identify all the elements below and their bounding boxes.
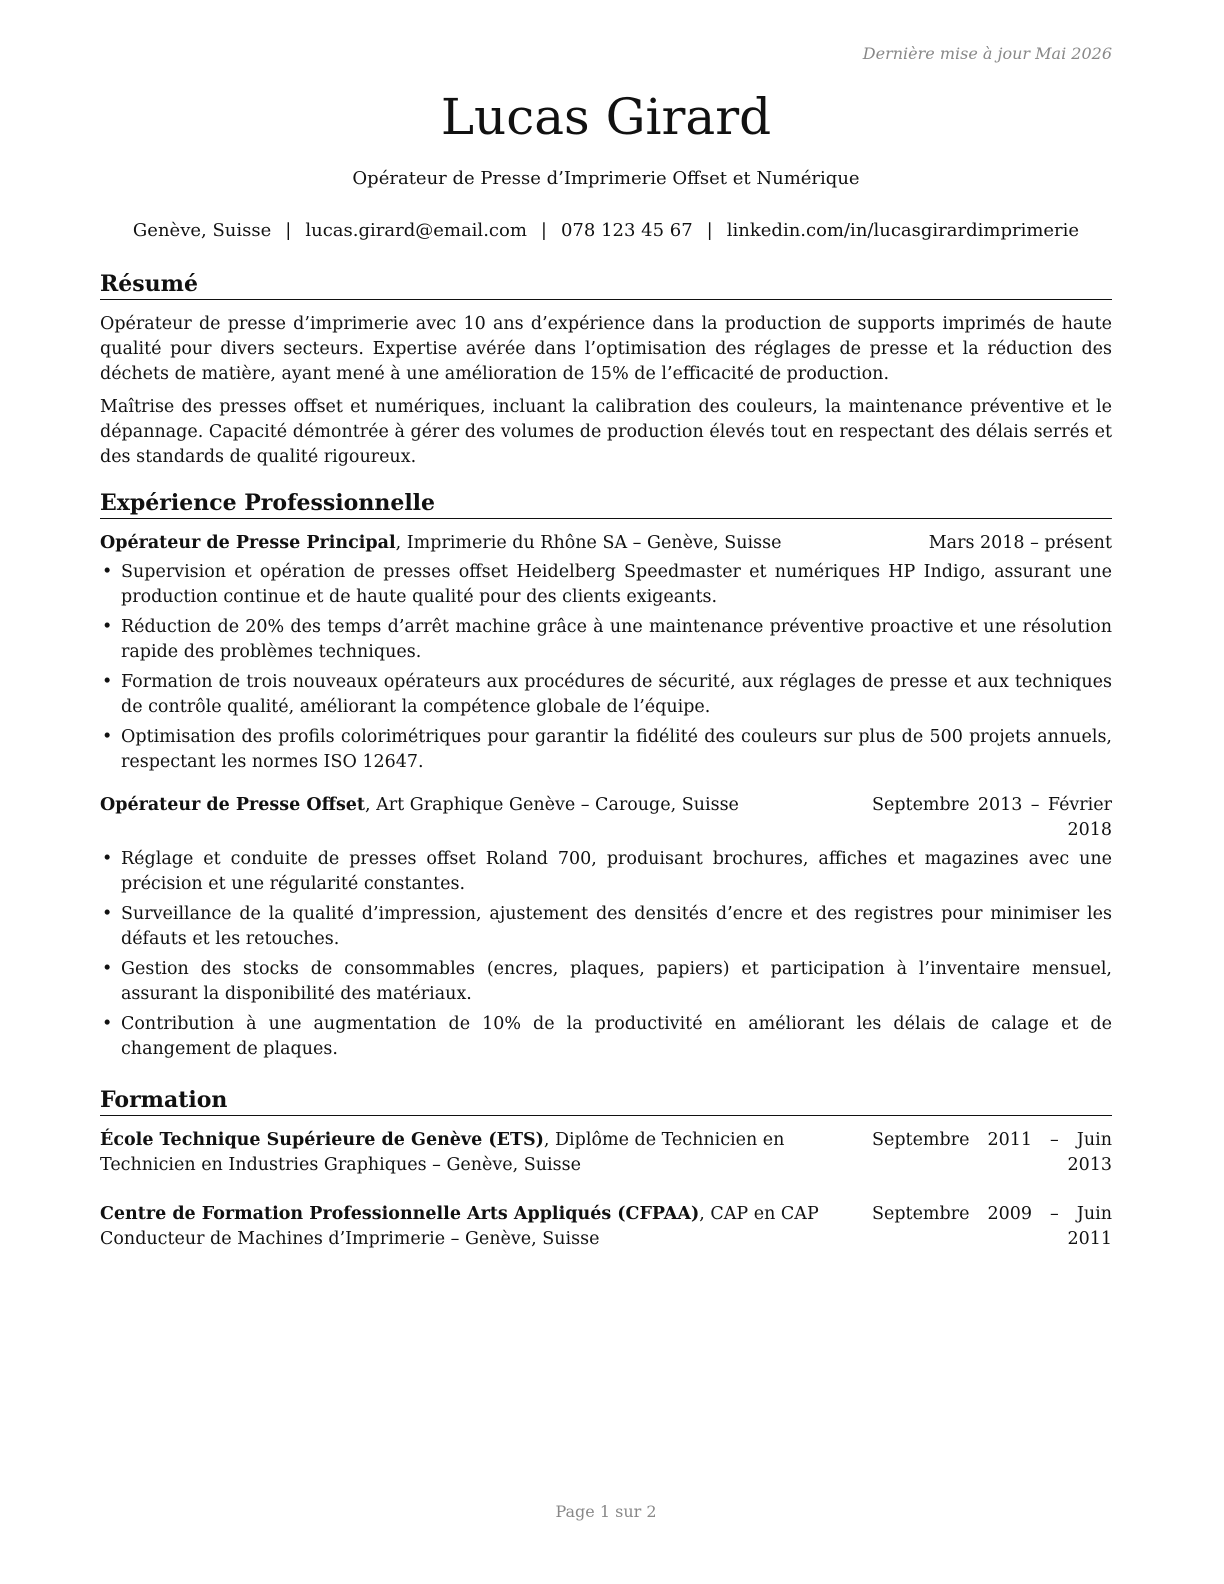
education-dates: Septembre 2011 – Juin 2013 bbox=[872, 1130, 1112, 1175]
education-entry bbox=[100, 1202, 1112, 1252]
job-entry bbox=[100, 531, 1112, 775]
education-entry bbox=[100, 1128, 1112, 1178]
section-heading: Formation bbox=[100, 1086, 1112, 1116]
list-item: • Gestion des stocks de consommables (encres, plaques, papiers) et participation à l’inventaire mensuel, assurant la disponibilité des matériaux. bbox=[102, 959, 1112, 1004]
list-item: • Supervision et opération de presses offset Heidelberg Speedmaster et numériques HP Indigo, assurant une production continue et de haute qualité pour des clients exigeants. bbox=[102, 562, 1112, 607]
contact-email[interactable]: lucas.girard@email.com bbox=[305, 220, 527, 241]
bullet-icon: • bbox=[102, 672, 113, 692]
candidate-name: Lucas Girard bbox=[440, 88, 772, 146]
bullet-icon: • bbox=[102, 727, 113, 747]
education-degree: , Diplôme de Technicien en Technicien en Industries Graphiques – Genève, Suisse bbox=[100, 1130, 785, 1175]
bullet-icon: • bbox=[102, 849, 113, 869]
job-role: Opérateur de Presse Offset bbox=[100, 795, 366, 815]
job-dates: Septembre 2013 – Février 2018 bbox=[872, 795, 1112, 840]
contact-separator: | bbox=[540, 220, 547, 241]
job-header bbox=[100, 531, 1112, 556]
education-header bbox=[100, 1128, 1112, 1178]
education-school: Centre de Formation Professionnelle Arts Appliqués (CFPAA) bbox=[100, 1204, 700, 1224]
job-role: Opérateur de Presse Principal bbox=[100, 533, 396, 553]
list-item: • Formation de trois nouveaux opérateurs aux procédures de sécurité, aux réglages de presse et aux techniques de contrôle qualité, améliorant la compétence globale de l’équipe. bbox=[102, 672, 1112, 717]
section-heading: Résumé bbox=[100, 270, 1112, 300]
bullet-icon: • bbox=[102, 562, 113, 582]
job-dates: Mars 2018 – présent bbox=[928, 533, 1112, 553]
summary-section bbox=[100, 270, 1112, 478]
contact-location: Genève, Suisse bbox=[132, 220, 272, 241]
education-degree: , CAP en CAP Conducteur de Machines d’Imprimerie – Genève, Suisse bbox=[100, 1204, 819, 1249]
bullet-icon: • bbox=[102, 959, 113, 979]
list-item: • Surveillance de la qualité d’impression, ajustement des densités d’encre et des registres pour minimiser les défauts et les retouches. bbox=[102, 904, 1112, 949]
contact-phone[interactable]: 078 123 45 67 bbox=[560, 220, 693, 241]
bullet-icon: • bbox=[102, 904, 113, 924]
education-school: École Technique Supérieure de Genève (ETS) bbox=[100, 1130, 544, 1150]
contact-linkedin[interactable]: linkedin.com/in/lucasgirardimprimerie bbox=[726, 220, 1080, 241]
list-item: • Réglage et conduite de presses offset Roland 700, produisant brochures, affiches et magazines avec une précision et une régularité constantes. bbox=[102, 849, 1112, 894]
contact-separator: | bbox=[706, 220, 713, 241]
job-title: Opérateur de Presse d’Imprimerie Offset et Numérique bbox=[352, 168, 860, 189]
summary-paragraph: Opérateur de presse d’imprimerie avec 10 ans d’expérience dans la production de supports imprimés de haute qualité pour divers secteurs. Expertise avérée dans l’optimisation des réglages de presse et la réduction des déchets de matière, ayant mené à une amélioration de 15% de l’efficacité de production. bbox=[100, 314, 1112, 384]
page-number: Page 1 sur 2 bbox=[555, 1502, 657, 1521]
list-item: • Optimisation des profils colorimétriques pour garantir la fidélité des couleurs sur plus de 500 projets annuels, respectant les normes ISO 12647. bbox=[102, 727, 1112, 772]
job-header bbox=[100, 793, 1112, 843]
job-employer: , Imprimerie du Rhône SA – Genève, Suisse bbox=[395, 533, 782, 553]
list-item: • Contribution à une augmentation de 10% de la productivité en améliorant les délais de calage et de changement de plaques. bbox=[102, 1014, 1112, 1059]
contact-line bbox=[100, 218, 1112, 244]
contact-separator: | bbox=[285, 220, 292, 241]
experience-section bbox=[100, 489, 1112, 1074]
education-dates: Septembre 2009 – Juin 2011 bbox=[872, 1204, 1112, 1249]
education-header bbox=[100, 1202, 1112, 1252]
bullet-icon: • bbox=[102, 1014, 113, 1034]
summary-paragraph: Maîtrise des presses offset et numériques, incluant la calibration des couleurs, la maintenance préventive et le dépannage. Capacité démontrée à gérer des volumes de production élevés tout en respectant des délais serrés et des standards de qualité rigoureux. bbox=[100, 397, 1112, 467]
bullet-icon: • bbox=[102, 617, 113, 637]
last-updated: Dernière mise à jour Mai 2026 bbox=[862, 44, 1112, 63]
job-entry bbox=[100, 793, 1112, 1062]
job-employer: , Art Graphique Genève – Carouge, Suisse bbox=[365, 795, 739, 815]
education-section bbox=[100, 1086, 1112, 1264]
list-item: • Réduction de 20% des temps d’arrêt machine grâce à une maintenance préventive proactive et une résolution rapide des problèmes techniques. bbox=[102, 617, 1112, 662]
job-bullets bbox=[100, 560, 1112, 775]
resume-page bbox=[100, 0, 1112, 1584]
section-heading: Expérience Professionnelle bbox=[100, 489, 1112, 519]
job-bullets bbox=[100, 847, 1112, 1062]
